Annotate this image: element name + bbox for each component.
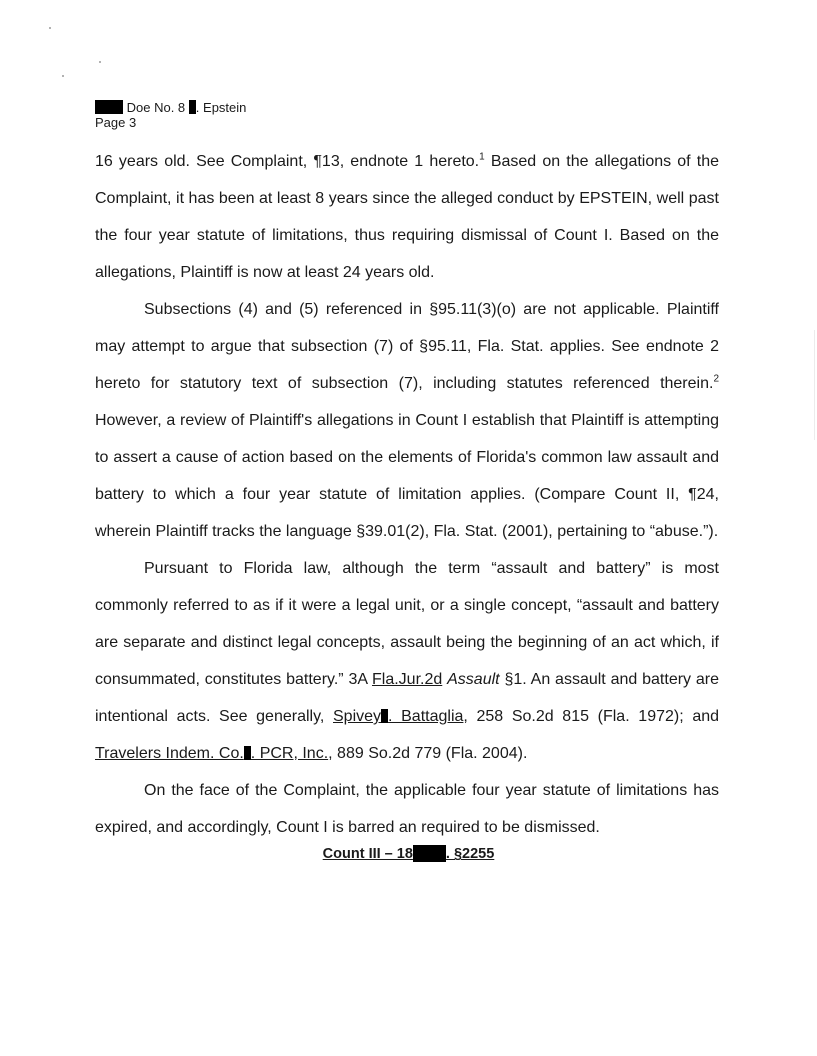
redaction-block bbox=[413, 845, 446, 862]
paragraph-1: 16 years old. See Complaint, ¶13, endnote 1 hereto.$^1$ Based on the allegations of the Complaint, it has been at least 8 years since the alleged conduct by EPSTEIN, well past the four year statute of limitations, thus requiring dismissal of Count I. Based on the allegations, Plaintiff is now at least 24 years old. bbox=[95, 151, 720, 281]
redaction-block bbox=[189, 100, 196, 114]
caption-part-1: Doe No. 8 bbox=[126, 100, 186, 115]
scan-edge-mark bbox=[814, 330, 815, 440]
section-heading: Count III – 18 . §2255 bbox=[322, 846, 495, 862]
paragraph-2: Subsections (4) and (5) referenced in §95.11(3)(o) are not applicable. Plaintiff may attempt to argue that subsection (7) of §95.11, Fla. Stat. applies. See endnote 2 hereto for statutory text of subsection (7), including statutes referenced therein.$^2$ However, a review of Plaintiff's allegations in Count I establish that Plaintiff is attempting to assert a cause of action based on the elements of Florida's common law assault and battery to which a four year statute of limitation applies. (Compare Count II, ¶24, wherein Plaintiff tracks the language §39.01(2), Fla. Stat. (2001), pertaining to “abuse.”). bbox=[95, 301, 719, 540]
footnote-ref-2: 2 bbox=[713, 373, 719, 385]
citation-fla-jur: Fla.Jur.2d bbox=[372, 671, 443, 688]
paragraph-3: Pursuant to Florida law, although the term “assault and battery” is most commonly referred to as if it were a legal unit, or a single concept, “assault and battery are separate and distinct legal concepts, assault being the beginning of an act which, if consummated, constitutes battery.” 3A Fla.Jur.2d Assault §1. An assault and battery are intentional acts. See generally, Spivey . Battaglia, 258 So.2d 815 (Fla. 1972); and Travelers Indem. Co. . PCR, Inc., 889 So.2d 779 (Fla. 2004). bbox=[95, 560, 720, 762]
scan-speck bbox=[62, 75, 64, 77]
scan-speck bbox=[49, 27, 51, 29]
redaction-block bbox=[381, 709, 388, 723]
page-header bbox=[95, 100, 246, 130]
redaction-block bbox=[244, 746, 251, 760]
case-travelers: Travelers Indem. Co. . PCR, Inc. bbox=[95, 745, 329, 762]
footnote-ref-1: 1 bbox=[479, 151, 485, 163]
paragraph-4: On the face of the Complaint, the applicable four year statute of limitations has expired, and accordingly, Count I is barred an required to be dismissed. bbox=[95, 782, 719, 836]
case-spivey: Spivey . Battaglia bbox=[333, 708, 464, 725]
case-caption bbox=[95, 100, 246, 115]
citation-assault: Assault bbox=[447, 671, 500, 688]
caption-part-2: . Epstein bbox=[195, 100, 247, 115]
document-body bbox=[95, 143, 719, 846]
scan-speck bbox=[99, 61, 101, 63]
page-number: Page 3 bbox=[95, 115, 137, 130]
redaction-block bbox=[95, 100, 123, 114]
